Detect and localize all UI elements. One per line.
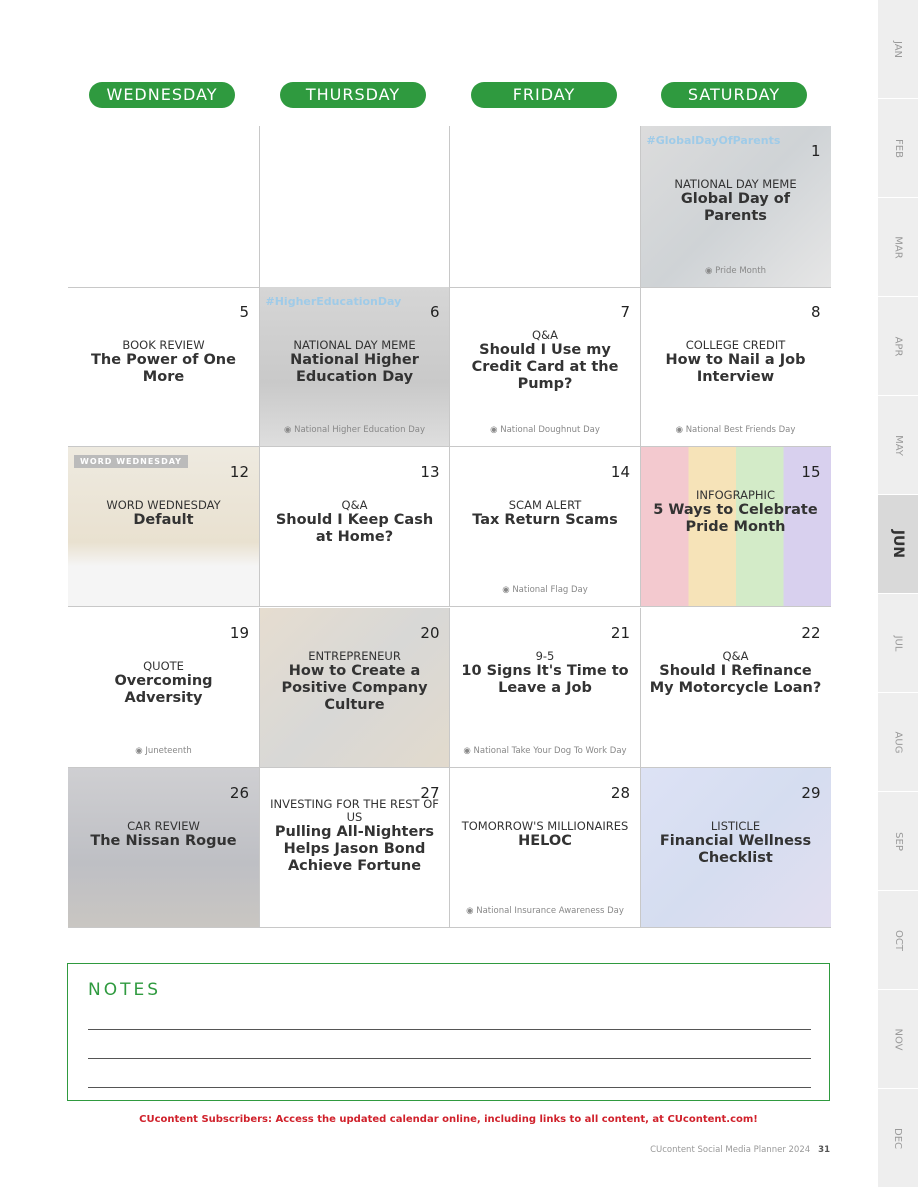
day-number: 19 (229, 623, 249, 642)
content-category: NATIONAL DAY MEME (674, 177, 797, 191)
content-category: CAR REVIEW (127, 819, 200, 833)
day-number: 1 (810, 142, 821, 160)
content-title[interactable]: Overcoming Adversity (114, 672, 213, 706)
content-category: QUOTE (143, 658, 184, 673)
calendar-day-cell[interactable] (640, 608, 831, 768)
month-tab-label: DEC (892, 1127, 904, 1149)
day-number: 8 (810, 302, 821, 321)
content-title[interactable]: The Nissan Rogue (90, 833, 237, 849)
content-category: INVESTING FOR THE REST OF US (270, 797, 439, 824)
calendar-day-cell (259, 126, 450, 288)
calendar-day-cell[interactable] (640, 447, 831, 607)
day-header-saturday: SATURDAY (661, 82, 807, 108)
content-category: TOMORROW'S MILLIONAIRES (461, 819, 629, 833)
observance-icon: ◉ (283, 424, 295, 435)
hashtag-label: #GlobalDayOfParents (646, 134, 781, 147)
observance-icon: ◉ (466, 906, 477, 916)
month-tab-label: JUL (892, 635, 904, 651)
month-tab-label: MAR (892, 235, 904, 259)
day-header-thursday: THURSDAY (280, 82, 426, 108)
day-number: 26 (229, 784, 249, 802)
month-tab-aug[interactable] (878, 693, 918, 792)
day-number: 21 (610, 623, 630, 642)
observance-text: National Best Friends Day (685, 424, 796, 435)
observance-label (450, 906, 640, 917)
month-tab-label: MAY (892, 434, 904, 456)
content-title[interactable]: Default (133, 512, 194, 528)
content-category: WORD WEDNESDAY (106, 498, 221, 512)
calendar-day-cell[interactable] (640, 768, 831, 928)
month-tab-dec[interactable] (878, 1089, 918, 1188)
observance-text: Pride Month (715, 266, 766, 276)
day-header-wednesday: WEDNESDAY (89, 82, 235, 108)
observance-text: Juneteenth (145, 745, 192, 756)
content-title[interactable]: HELOC (518, 833, 572, 849)
calendar-day-cell[interactable] (640, 287, 831, 447)
month-tab-label: AUG (892, 731, 904, 753)
day-number: 6 (429, 302, 440, 321)
content-title[interactable]: Financial Wellness Checklist (659, 833, 812, 866)
calendar-day-cell[interactable] (259, 287, 450, 447)
content-title[interactable]: Global Day of Parents (680, 191, 791, 224)
notes-label: NOTES (88, 980, 162, 1000)
day-number: 13 (420, 463, 440, 481)
calendar-day-cell (68, 126, 259, 288)
content-category: COLLEGE CREDIT (685, 337, 786, 352)
content-title[interactable]: The Power of One More (91, 351, 236, 385)
observance-icon: ◉ (675, 424, 686, 435)
calendar-day-cell[interactable] (68, 447, 259, 607)
page-number: 31 (818, 1145, 830, 1155)
month-tab-label: NOV (892, 1027, 904, 1051)
content-category: Q&A (341, 498, 368, 512)
calendar-day-cell[interactable] (259, 768, 450, 928)
month-tab-label: FEB (892, 138, 904, 158)
content-title[interactable]: How to Nail a Job Interview (665, 351, 806, 385)
content-title[interactable]: How to Create a Positive Company Culture (281, 662, 428, 713)
month-tab-label: SEP (892, 831, 904, 851)
calendar-day-cell[interactable] (68, 287, 259, 447)
month-tab-label: JAN (892, 40, 904, 58)
page-footer (650, 1145, 830, 1155)
observance-label (641, 266, 831, 277)
observance-icon: ◉ (135, 745, 146, 756)
content-category: INFOGRAPHIC (696, 488, 775, 502)
calendar-day-cell[interactable] (449, 287, 640, 447)
month-tab-nov[interactable] (878, 990, 918, 1089)
calendar-day-cell (449, 126, 640, 288)
observance-text: National Doughnut Day (500, 424, 600, 435)
observance-text: National Flag Day (512, 585, 588, 595)
day-number: 5 (239, 302, 249, 321)
day-header-friday: FRIDAY (471, 82, 617, 108)
observance-label (641, 425, 831, 436)
month-tab-sep[interactable] (878, 792, 918, 891)
calendar-day-cell[interactable] (68, 608, 259, 768)
day-number: 7 (620, 302, 630, 321)
month-tab-label: OCT (892, 929, 904, 951)
observance-icon: ◉ (463, 745, 474, 756)
day-number: 22 (801, 623, 821, 642)
footer-text: CUcontent Social Media Planner 2024 (650, 1145, 811, 1155)
day-number: 14 (610, 463, 630, 481)
content-title[interactable]: Pulling All-Nighters Helps Jason Bond Achieve Fortune (274, 824, 435, 874)
content-category: NATIONAL DAY MEME (293, 337, 416, 352)
observance-label (450, 585, 640, 596)
observance-label (260, 425, 450, 436)
subscriber-promo[interactable]: CUcontent Subscribers: Access the updated calendar online, including links to all content, at CUcontent.com! (139, 1114, 758, 1125)
observance-text: National Higher Education Day (294, 424, 425, 435)
observance-label (450, 425, 640, 436)
notes-box (67, 963, 830, 1101)
calendar-day-cell[interactable] (259, 608, 450, 768)
day-number: 12 (229, 463, 249, 481)
content-title[interactable]: 10 Signs It's Time to Leave a Job (461, 662, 629, 696)
content-category: SCAM ALERT (508, 498, 582, 512)
calendar-day-cell[interactable] (640, 126, 831, 288)
month-tab-feb[interactable] (878, 99, 918, 198)
month-tab-mar[interactable] (878, 198, 918, 297)
day-number: 20 (420, 623, 440, 642)
calendar-day-cell[interactable] (449, 447, 640, 607)
content-category: ENTREPRENEUR (308, 648, 401, 663)
observance-icon: ◉ (490, 424, 501, 435)
content-title[interactable]: 5 Ways to Celebrate Pride Month (653, 502, 818, 535)
notes-line (88, 1029, 811, 1030)
content-category: 9-5 (535, 648, 555, 663)
content-category: Q&A (722, 648, 749, 663)
month-tab-oct[interactable] (878, 891, 918, 990)
month-tab-apr[interactable] (878, 297, 918, 396)
content-category: Q&A (532, 327, 558, 342)
month-tab-jan[interactable] (878, 0, 918, 99)
day-number: 28 (610, 784, 630, 802)
observance-icon: ◉ (502, 585, 513, 595)
calendar-day-cell[interactable] (449, 608, 640, 768)
content-title[interactable]: National Higher Education Day (290, 351, 419, 385)
calendar-day-cell[interactable] (449, 768, 640, 928)
calendar-day-cell[interactable] (68, 768, 259, 928)
observance-label (450, 746, 640, 757)
hashtag-label: WORD WEDNESDAY (74, 455, 188, 468)
hashtag-label: #HigherEducationDay (265, 294, 402, 308)
content-title[interactable]: Should I Keep Cash at Home? (275, 512, 434, 545)
calendar-day-cell[interactable] (259, 447, 450, 607)
month-tab-may[interactable] (878, 396, 918, 495)
month-tab-jul[interactable] (878, 594, 918, 693)
content-category: BOOK REVIEW (122, 337, 205, 352)
content-title[interactable]: Should I Use my Credit Card at the Pump? (471, 341, 619, 392)
observance-text: National Insurance Awareness Day (476, 906, 624, 916)
observance-icon: ◉ (705, 266, 716, 276)
month-tabs (878, 0, 918, 1188)
content-title[interactable]: Tax Return Scams (472, 512, 618, 528)
month-tab-label: APR (892, 336, 904, 356)
day-number: 27 (420, 784, 440, 802)
content-title[interactable]: Should I Refinance My Motorcycle Loan? (649, 662, 822, 696)
day-number: 29 (801, 784, 821, 802)
notes-line (88, 1058, 811, 1059)
notes-line (88, 1087, 811, 1088)
day-number: 15 (801, 463, 821, 481)
month-tab-jun[interactable] (878, 495, 918, 594)
observance-label (68, 746, 259, 757)
observance-text: National Take Your Dog To Work Day (473, 745, 627, 756)
month-tab-label: JUN (889, 529, 906, 559)
content-category: LISTICLE (710, 819, 761, 833)
